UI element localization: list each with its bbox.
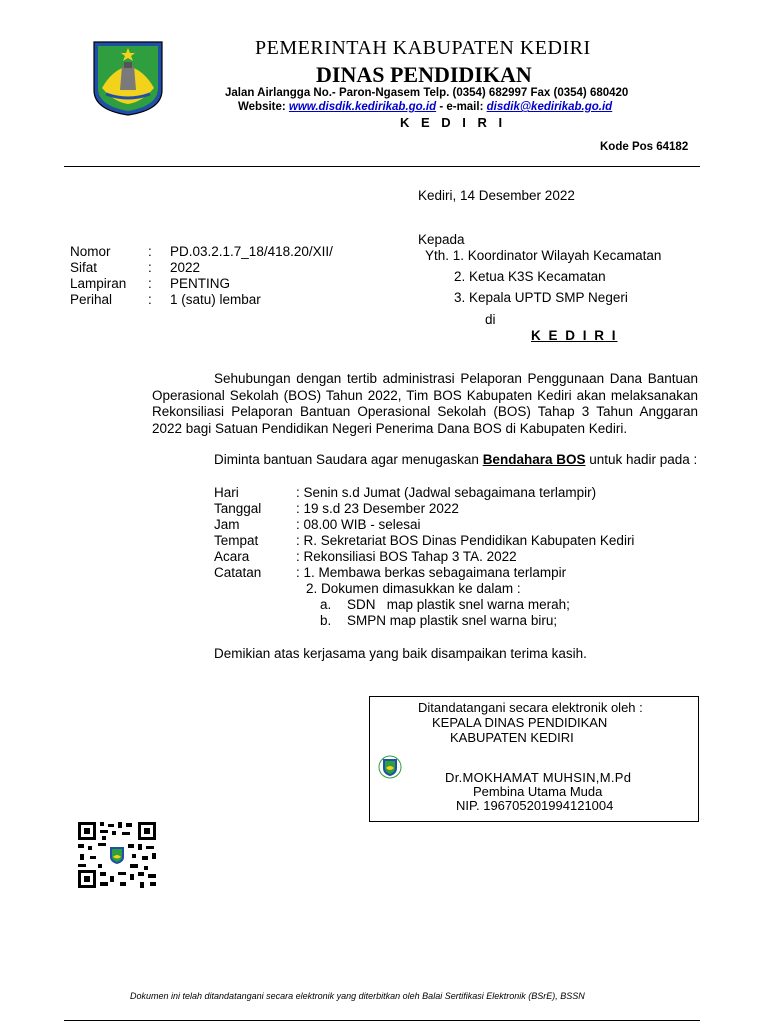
meta-value: 2022: [170, 260, 201, 275]
note-a: SDN map plastik snel warna merah;: [347, 597, 570, 612]
website-label: Website:: [238, 101, 286, 113]
meta-sep: :: [148, 260, 152, 275]
paragraph-2-text-after: untuk hadir pada :: [585, 452, 698, 467]
schedule-label: Hari: [214, 485, 239, 500]
signature-emblem-icon: [378, 755, 402, 779]
signature-box: [369, 696, 699, 822]
qr-code-icon: [76, 820, 158, 890]
signer-rank: Pembina Utama Muda: [473, 784, 603, 799]
paragraph-1-text: Sehubungan dengan tertib administrasi Pelaporan Penggunaan Dana Bantuan Operasional Sekolah (BOS) Tahun 2022, Tim BOS Kabupaten Kediri akan melaksanakan Rekonsiliasi Pelaporan Bantuan Operasional Sekolah (BOS) Tahap 3 Tahun Anggaran 2022 bagi Satuan Pendidikan Negeri Penerima Dana BOS di Kabupaten Kediri.: [152, 371, 698, 436]
signer-name: Dr.MOKHAMAT MUHSIN,M.Pd: [445, 770, 632, 785]
schedule-label: Tempat: [214, 533, 259, 548]
postal-code: Kode Pos 64182: [600, 141, 689, 153]
footer-divider: [64, 1020, 700, 1021]
meta-value: 1 (satu) lembar: [170, 292, 261, 307]
meta-sep: :: [148, 292, 152, 307]
signature-position-1: KEPALA DINAS PENDIDIKAN: [432, 715, 608, 730]
closing-line: Demikian atas kerjasama yang baik disampaikan terima kasih.: [214, 646, 587, 661]
meta-sep: :: [148, 276, 152, 291]
agency-heading: DINAS PENDIDIKAN: [316, 62, 532, 87]
email-link[interactable]: disdik@kedirikab.go.id: [486, 101, 613, 113]
recipient-di: di: [485, 312, 496, 327]
bendahara-bos: Bendahara BOS: [482, 452, 586, 467]
schedule-label: Catatan: [214, 565, 262, 580]
kediri-emblem-logo: [92, 40, 164, 116]
place-date: Kediri, 14 Desember 2022: [418, 188, 575, 203]
government-heading: PEMERINTAH KABUPATEN KEDIRI: [255, 37, 591, 59]
recipient-city: K E D I R I: [531, 328, 618, 343]
meta-value: PD.03.2.1.7_18/418.20/XII/: [170, 244, 333, 259]
meta-label: Lampiran: [70, 276, 127, 291]
meta-value: PENTING: [170, 276, 231, 291]
body-paragraph-1: [152, 371, 698, 437]
contact-line: [238, 101, 612, 113]
schedule-value: : Rekonsiliasi BOS Tahap 3 TA. 2022: [296, 549, 517, 564]
body-paragraph-2: [152, 452, 698, 469]
recipient-kepada: Kepada: [418, 232, 465, 247]
website-link[interactable]: www.disdik.kedirikab.go.id: [288, 101, 437, 113]
schedule-value: : 1. Membawa berkas sebagaimana terlampir: [296, 565, 567, 580]
schedule-label: Jam: [214, 517, 240, 532]
footer-note: Dokumen ini telah ditandatangani secara elektronik yang diterbitkan oleh Balai Sertifikasi Elektronik (BSrE), BSSN: [130, 991, 585, 1001]
schedule-label: Acara: [214, 549, 250, 564]
signature-position-2: KABUPATEN KEDIRI: [450, 730, 574, 745]
meta-label: Perihal: [70, 292, 113, 307]
note-2: 2. Dokumen dimasukkan ke dalam :: [306, 581, 521, 596]
note-b: SMPN map plastik snel warna biru;: [347, 613, 558, 628]
signer-nip: NIP. 196705201994121004: [456, 798, 614, 813]
signed-by-text: Ditandatangani secara elektronik oleh :: [418, 700, 643, 715]
letterhead-divider: [64, 166, 700, 167]
meta-label: Sifat: [70, 260, 98, 275]
schedule-value: : R. Sekretariat BOS Dinas Pendidikan Kabupaten Kediri: [296, 533, 635, 548]
note-b-marker: b.: [320, 613, 332, 628]
meta-label: Nomor: [70, 244, 111, 259]
recipient-line-1: Yth. 1. Koordinator Wilayah Kecamatan: [425, 248, 662, 263]
recipient-line-2: 2. Ketua K3S Kecamatan: [454, 269, 606, 284]
schedule-label: Tanggal: [214, 501, 262, 516]
address-line: Jalan Airlangga No.- Paron-Ngasem Telp. (0354) 682997 Fax (0354) 680420: [225, 87, 629, 99]
note-a-marker: a.: [320, 597, 332, 612]
meta-sep: :: [148, 244, 152, 259]
schedule-value: : 19 s.d 23 Desember 2022: [296, 501, 459, 516]
recipient-line-3: 3. Kepala UPTD SMP Negeri: [454, 290, 628, 305]
paragraph-2-text-before: Diminta bantuan Saudara agar menugaskan: [214, 452, 483, 467]
schedule-value: : 08.00 WIB - selesai: [296, 517, 421, 532]
letterhead-city: K E D I R I: [400, 115, 507, 130]
email-label: - e-mail:: [439, 101, 484, 113]
schedule-value: : Senin s.d Jumat (Jadwal sebagaimana terlampir): [296, 485, 597, 500]
